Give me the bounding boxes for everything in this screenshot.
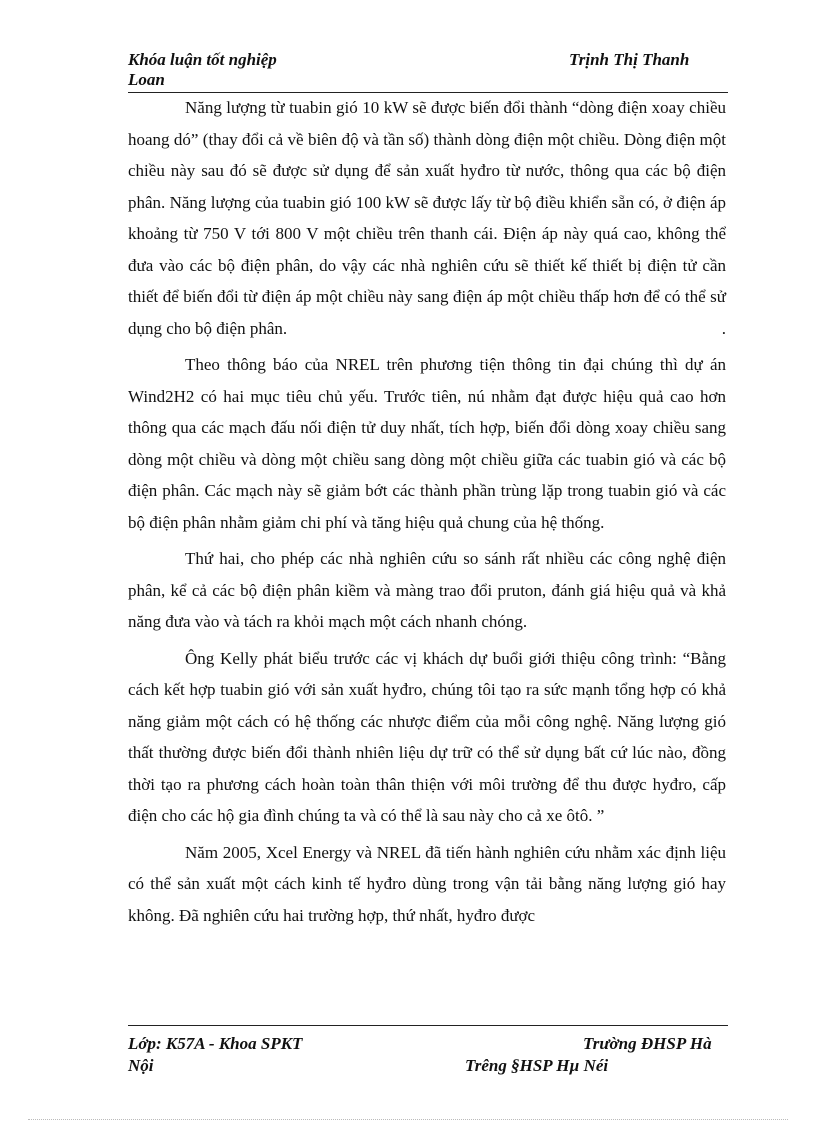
paragraph-3: Thứ hai, cho phép các nhà nghiên cứu so sánh rất nhiều các công nghệ điện phân, kể cả các bộ điện phân kiềm và màng trao đổi pruton, đánh giá hiệu quả và khả năng đưa vào và tách ra khỏi mạch một cách nhanh chóng.	[128, 549, 726, 631]
footer-school-name-continued: Nội	[128, 1056, 154, 1075]
paragraph-2: Theo thông báo của NREL trên phương tiện thông tin đại chúng thì dự án Wind2H2 có hai mục tiêu chủ yếu. Trước tiên, nú nhằm đạt được hiệu quả cao hơn thông qua các mạch đấu nối điện tử duy nhất, tích hợp, biến đổi dòng xoay chiều sang dòng một chiều và dòng một chiều sang dòng một chiều giữa các tuabin gió và các bộ điện phân. Các mạch này sẽ giảm bớt các thành phần trùng lặp trong tuabin gió và các bộ điện phân nhằm giảm chi phí và tăng hiệu quả chung của hệ thống.	[128, 355, 726, 532]
paragraph-1-text: Năng lượng từ tuabin gió 10 kW sẽ được biến đổi thành “dòng điện xoay chiều hoang dó” (thay đổi cả về biên độ và tần số) thành dòng điện một chiều. Dòng điện một chiều này sau đó sẽ được sử dụng để sản xuất hyđro từ nước, thông qua các bộ điện phân. Năng lượng của tuabin gió 100 kW sẽ được lấy từ bộ điều khiển sẵn có, ở điện áp khoảng từ 750 V tới 800 V một chiều trên thanh cái. Điện áp này quá cao, không thể đưa vào các bộ điện phân, do vậy các nhà nghiên cứu sẽ thiết kế thiết bị điện tử cần thiết để biến đổi từ điện áp một chiều này sang điện áp một chiều thấp hơn để có thể sử dụng cho bộ điện phân.	[128, 98, 726, 338]
document-body	[128, 92, 726, 931]
page-bottom-dotted-border	[28, 1119, 788, 1120]
footer-class-label: Lớp: K57A - Khoa SPKT	[128, 1034, 303, 1053]
paragraph-1-end-mark: .	[721, 318, 726, 338]
header-thesis-label: Khóa luận tốt nghiệp	[128, 50, 277, 69]
paragraph-4: Ông Kelly phát biểu trước các vị khách dự buổi giới thiệu công trình: “Bằng cách kết hợp tuabin gió với sản xuất hyđro, chúng tôi tạo ra sức mạnh tổng hợp có khả năng giảm một cách có hệ thống các nhược điểm của mỗi công nghệ. Năng lượng gió thất thường được biến đổi thành nhiên liệu dự trữ có thể sử dụng bất cứ lúc nào, đồng thời tạo ra phương cách hoàn toàn thân thiện với môi trường để thu được hyđro, cấp điện cho các hộ gia đình chúng ta và có thể là sau này cho cả xe ôtô. ”	[128, 648, 726, 825]
paragraph-5: Năm 2005, Xcel Energy và NREL đã tiến hành nghiên cứu nhằm xác định liệu có thể sản xuất một cách kinh tế hyđro dùng trong vận tải bằng năng lượng gió hay không. Đã nghiên cứu hai trường hợp, thứ nhất, hyđro được	[128, 842, 726, 925]
paragraph-1	[128, 92, 726, 344]
footer-divider	[128, 1025, 728, 1026]
header-author-name: Trịnh Thị Thanh	[569, 50, 690, 69]
footer-school-name-garbled: Trêng §HSP Hµ Néi	[465, 1056, 609, 1075]
footer-school-name: Trường ĐHSP Hà	[583, 1034, 712, 1053]
header-author-name-continued: Loan	[128, 70, 165, 89]
